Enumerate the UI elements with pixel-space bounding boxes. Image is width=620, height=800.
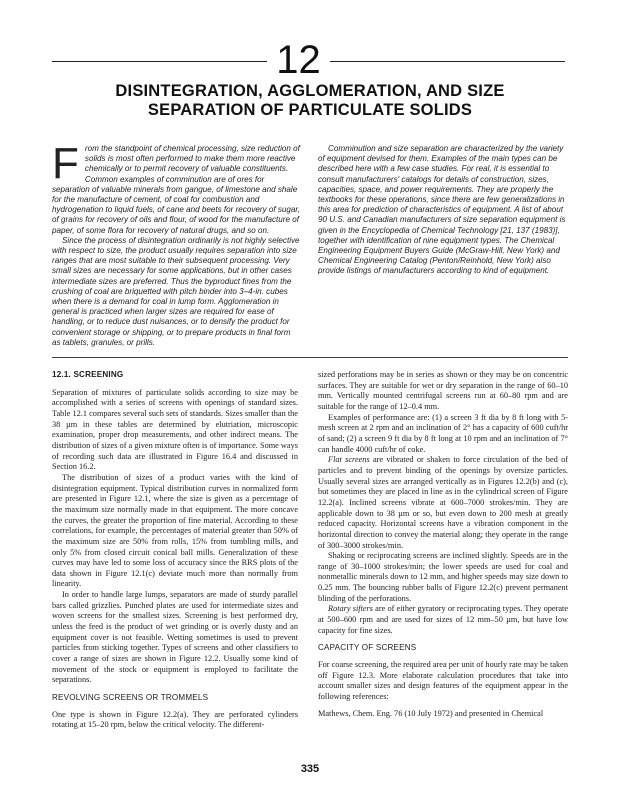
body-paragraph: One type is shown in Figure 12.2(a). They are perforated cylinders rotating at 15–20 rpm, below the critical velocity. The different-: [52, 709, 298, 730]
body-paragraph: [318, 455, 568, 551]
chapter-number: 12: [276, 38, 321, 82]
chapter-title-line-1: DISINTEGRATION, AGGLOMERATION, AND SIZE: [115, 82, 505, 100]
chapter-rule-right: [330, 61, 565, 62]
intro-left-column: [52, 139, 300, 348]
section-heading-screening: 12.1. SCREENING: [52, 370, 124, 379]
subheading-capacity-of-screens: CAPACITY OF SCREENS: [318, 643, 417, 653]
body-paragraph: For coarse screening, the required area per unit of hourly rate may be taken off Figure 12.3. More elaborate calculation procedures that take into account smaller sizes and design features of the equipment appear in the following references:: [318, 660, 568, 702]
chapter-rule-left: [52, 61, 267, 62]
body-paragraph-text: are vibrated or shaken to force circulation of the bed of particles and to prevent binding of the openings by oversize particles. Usually several sizes are arranged vertically as in Figures 12.2(b) and (c), but sometimes they are placed in line as in the cylindrical screen of Figure 12.2(a). Inclined screens vibrate at 600–7000 strokes/min. They are applicable down to 38 µm or so, but even down to 200 mesh at greatly reduced capacity. Horizontal screens have a vibration component in the horizontal direction to convey the material along; they operate in the range of 300–3000 strokes/min.: [318, 455, 568, 550]
intro-paragraph-2: Since the process of disintegration ordinarily is not highly selective with respect to size, the product usually requires separation into size ranges that are most suitable to their subsequent processing. Very small sizes are necessary for some applications, but in other cases intermediate sizes are preferred. Thus the byproduct fines from the crushing of coal are briquetted with pitch binder into 3–4-in. cubes when there is a demand for coal in lump form. Agglomeration in general is practiced when larger sizes are required for ease of handling, or to reduce dust nuisances, or to densify the product for convenient storage or shipping, or to prepare products in final form as tablets, granules, or prills.: [52, 235, 300, 347]
intro-right-column: [318, 144, 568, 277]
run-in-heading-flat-screens: Flat screens: [328, 455, 370, 465]
body-paragraph: Examples of performance are: (1) a screen 3 ft dia by 8 ft long with 5-mesh screen at 2 rpm and an inclination of 2° has a capacity of 600 cuft/hr of sand; (2) a screen 9 ft dia by 8 ft long at 10 rpm and an inclination of 7° can handle 4000 cuft/hr of coke.: [318, 412, 568, 454]
intro-divider: [52, 357, 568, 358]
drop-cap: F: [52, 139, 79, 188]
intro-paragraph-1: [52, 139, 300, 236]
run-in-heading-rotary-sifters: Rotary sifters: [328, 604, 374, 614]
body-paragraph: Shaking or reciprocating screens are inclined slightly. Speeds are in the range of 30–1000 strokes/min; the lower speeds are used for coal and nonmetallic minerals down to 12 mm, and higher speeds may size down to 0.25 mm. The bouncing rubber balls of Figure 12.2(c) prevent permanent blinding of the perforations.: [318, 551, 568, 603]
intro-paragraph-1-text: rom the standpoint of chemical processing, size reduction of solids is most often performed to make them more reactive chemically or to permit recovery of valuable constituents. Common examples of comminution are of ores for separation of valuable minerals from gangue, of limestone and shale for the manufacture of cement, of coal for combustion and hydrogenation to liquid fuels, of cane and beets for recovery of sugar, of grains for recovery of oils and flour, of wood for the manufacture of paper, of some flora for recovery of natural drugs, and so on.: [52, 144, 300, 235]
body-right-column: [318, 370, 568, 719]
body-left-column: [52, 370, 298, 731]
body-paragraph: In order to handle large lumps, separators are made of sturdy parallel bars called grizzlies. Punched plates are used for intermediate sizes and woven screens for the smallest sizes. Screening is best performed dry, unless the feed is the product of wet grinding or is overly dusty and an equipment cover is not feasible. Wetting sometimes is used to prevent particles from sticking together. Types of screens and other classifiers to cover a range of sizes are shown in Figure 12.2. Usually some kind of movement of the stock or equipment is employed to facilitate the separations.: [52, 590, 298, 685]
body-paragraph-text: are of either gyratory or reciprocating types. They operate at 500–600 rpm and are used for sizes of 12 mm–50 µm, but have low capacity for fine sizes.: [318, 604, 568, 635]
chapter-title: [40, 82, 580, 120]
body-paragraph: Mathews, Chem. Eng. 76 (10 July 1972) and presented in Chemical: [318, 708, 544, 718]
subheading-revolving-screens: REVOLVING SCREENS OR TROMMELS: [52, 693, 209, 703]
body-paragraph: sized perforations may be in series as shown or they may be on concentric surfaces. They are suitable for wet or dry separation in the range of 60–10 mm. Vertically mounted centrifugal screens run at 60–80 rpm and are suitable for the range of 12–0.4 mm.: [318, 370, 568, 411]
body-paragraph: [318, 604, 568, 636]
intro-paragraph-3: Comminution and size separation are characterized by the variety of equipment devised for them. Examples of the main types can be described here with a few case studies. For real, it is essential to consult manufacturers' catalogs for details of construction, sizes, capacities, space, and power requirements. They are properly the textbooks for these operations, since there are few generalizations in this area for prediction of characteristics of equipment. A list of about 90 U.S. and Canadian manufacturers of size separation equipment is given in the Encyclopedia of Chemical Technology [21, 137 (1983)], together with identification of nine equipment types. The Chemical Engineering Equipment Buyers Guide (McGraw-Hill, New York) and Chemical Engineering Catalog (Penton/Reinhold, New York) also provide listings of manufacturers according to kind of equipment.: [318, 144, 566, 276]
body-paragraph: Separation of mixtures of particulate solids according to size may be accomplished with a series of screens with openings of standard sizes. Table 12.1 compares several such sets of standards. Sizes smaller than the 38 µm in these tables are determined by elutriation, microscopic examination, proper drop measurements, and other indirect means. The distribution of sizes of a given mixture often is of importance. Some ways of recording such data are illustrated in Figure 16.4 and discussed in Section 16.2.: [52, 387, 298, 472]
body-paragraph: The distribution of sizes of a product varies with the kind of disintegration equipment. Typical distribution curves in normalized form are presented in Figure 12.1, where the size is given as a percentage of the maximum size normally made in that equipment. The more concave the curves, the greater the proportion of fine material. According to these correlations, for example, the percentages of material greater than 50% of the maximum size are 50% from rolls, 15% from tumbling mills, and only 5% from closed circuit conical ball mills. Generalization of these curves may have led to some loss of accuracy since the RRS plots of the data shown in Figure 12.1(c) deviate much more than normally from linearity.: [52, 472, 298, 589]
page-number: 335: [300, 763, 320, 775]
chapter-title-line-2: SEPARATION OF PARTICULATE SOLIDS: [147, 101, 473, 119]
